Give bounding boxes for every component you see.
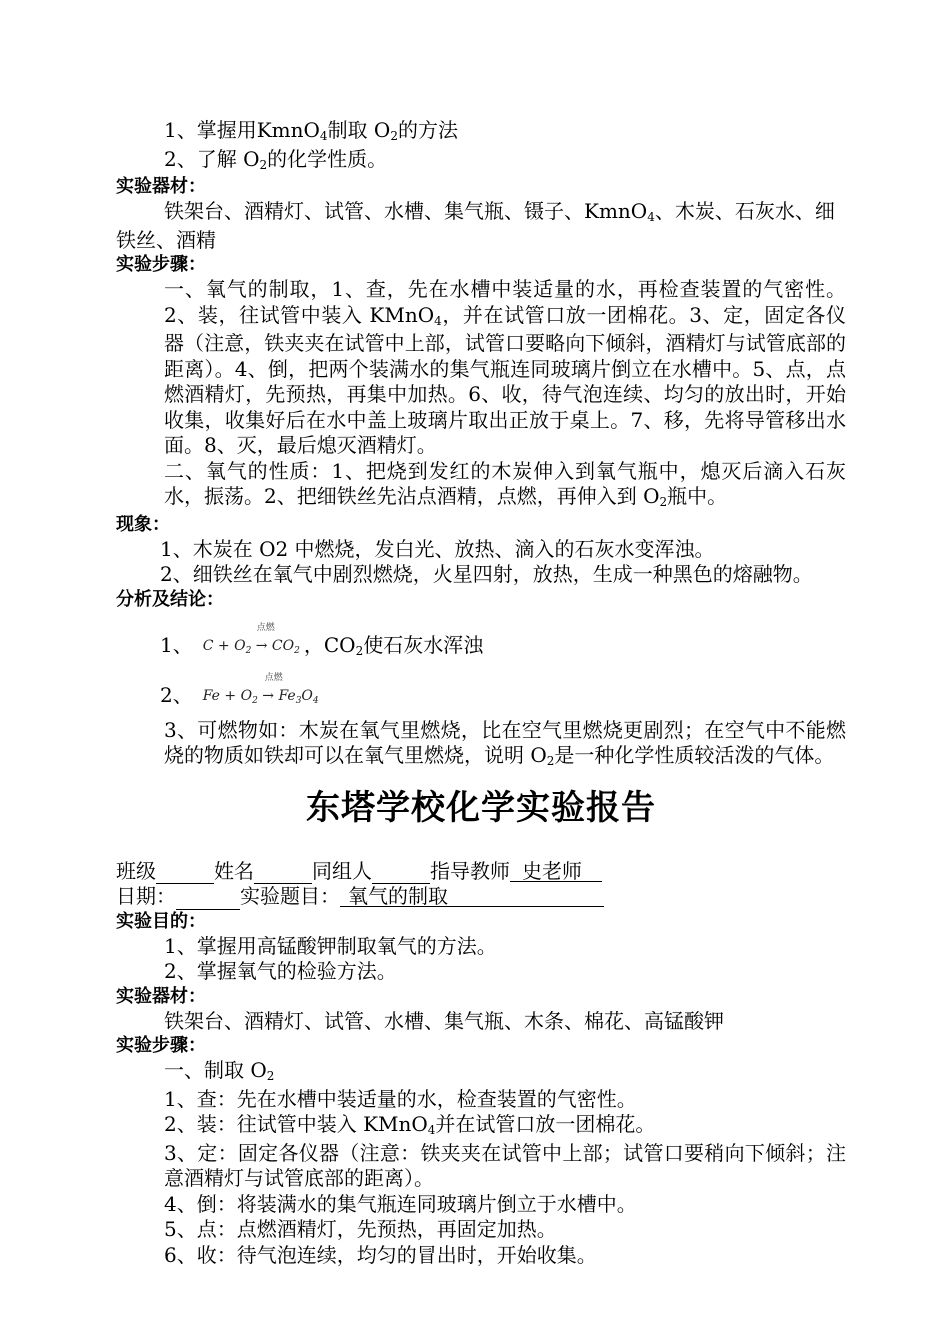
text: 一、氧气的制取，1、查，先在水槽中装适量的水，再检查装置的气密性。2、装，往试管中装入 KMnO <box>164 277 846 327</box>
report-equipment: 铁架台、酒精灯、试管、水槽、集气瓶、木条、棉花、高锰酸钾 <box>164 1008 724 1033</box>
subscript: 2 <box>546 754 555 768</box>
report-info-line-2 <box>116 884 846 910</box>
report-steps-heading: 实验步骤： <box>116 1035 206 1056</box>
subscript: 2 <box>659 495 668 509</box>
date-label: 日期： <box>116 884 176 908</box>
name-blank <box>254 863 312 884</box>
reaction-condition: 点燃 <box>264 672 283 683</box>
equation-1-note <box>300 629 483 662</box>
topic-label: 实验题目： <box>240 884 340 908</box>
aim-line-2 <box>116 147 846 176</box>
text: 3、可燃物如：木炭在氧气里燃烧，比在空气里燃烧更剧烈；在空气中不能燃烧的物质如铁却可以在氧气里燃烧，说明 O <box>164 717 846 767</box>
subscript: 4 <box>319 129 328 143</box>
subscript: 4 <box>434 313 442 328</box>
phenomenon-1: 1、木炭在 O2 中燃烧，发白光、放热、滴入的石灰水变浑浊。 <box>160 536 715 561</box>
formula-carbon-oxygen: 点燃 $C + O_2 \to CO_2$ <box>193 638 300 662</box>
report-step-2 <box>116 1112 846 1141</box>
topic-value: 氧气的制取 <box>340 886 604 907</box>
report-title: 东塔学校化学实验报告 <box>306 787 656 828</box>
text: 的化学性质。 <box>267 146 388 171</box>
equipment-heading: 实验器材： <box>116 176 206 197</box>
teacher-value: 史老师 <box>510 861 602 882</box>
class-label: 班级 <box>116 858 156 883</box>
document-page <box>116 118 846 1268</box>
text: 、木炭、石灰水、细 <box>654 199 835 223</box>
text: ，并在试管口放一团棉花。3、定，固定各仪器（注意，铁夹夹在试管中上部，试管口要略向下倾斜，酒精灯与试管底部的距离）。4、倒，把两个装满水的集气瓶连同玻璃片倒立在水槽中。5、点，点燃酒精灯，先预热，再集中加热。6、收，待气泡连续、均匀的放出时，开始收集，收集好后在水中盖上玻璃片取出正放于桌上。7、移，先将导管移出水面。8、灭，最后熄灭酒精灯。 <box>164 302 847 457</box>
group-label: 同组人 <box>312 858 372 883</box>
teacher-label: 指导教师 <box>430 858 510 883</box>
subscript: 2 <box>390 129 398 143</box>
phenomena-heading: 现象： <box>116 513 170 535</box>
text: 2、了解 O <box>164 146 260 171</box>
subscript: 4 <box>647 210 655 224</box>
steps-paragraph <box>116 277 846 459</box>
properties-paragraph <box>116 459 846 513</box>
text: 1、掌握用 <box>164 118 257 142</box>
report-step-0 <box>116 1058 846 1087</box>
reaction-condition: 点燃 <box>256 622 275 633</box>
text: 是一种化学性质较活泼的气体。 <box>554 743 835 767</box>
conclusion-heading: 分析及结论： <box>116 588 224 610</box>
name-label: 姓名 <box>214 858 254 883</box>
text: 一、制取 O <box>164 1058 267 1082</box>
subscript: 4 <box>427 1123 436 1137</box>
subscript: 2 <box>259 157 268 172</box>
text: 1、 <box>160 632 193 657</box>
subscript: 2 <box>355 643 364 658</box>
text: 二、氧气的性质：1、把烧到发红的木炭伸入到氧气瓶中，熄灭后滴入石灰水，振荡。2、把细铁丝先沾点酒精，点燃，再伸入到 O <box>164 458 846 508</box>
text: 2、装：往试管中装入 KMnO <box>164 1112 428 1136</box>
group-blank <box>372 863 430 884</box>
report-aim-2: 2、掌握氧气的检验方法。 <box>164 959 397 983</box>
phenomenon-2: 2、细铁丝在氧气中剧烈燃烧，火星四射，放热，生成一种黑色的熔融物。 <box>160 562 813 586</box>
equation-2 <box>116 662 846 712</box>
subscript: 2 <box>266 1069 275 1083</box>
equipment-line <box>116 199 846 228</box>
report-step-3: 3、定：固定各仪器（注意：铁夹夹在试管中上部；试管口要稍向下倾斜；注意酒精灯与试管底部的距离）。 <box>164 1140 846 1190</box>
text: 铁架台、酒精灯、试管、水槽、集气瓶、镊子、KmnO <box>164 199 648 223</box>
text: 的方法 <box>397 118 458 142</box>
equipment-line-cont: 铁丝、酒精 <box>116 227 216 252</box>
text: 使石灰水浑浊 <box>363 632 484 657</box>
report-step-5: 5、点：点燃酒精灯，先预热，再固定加热。 <box>164 1217 557 1241</box>
text: ，CO <box>303 632 356 657</box>
report-step-1: 1、查：先在水槽中装适量的水，检查装置的气密性。 <box>164 1086 637 1111</box>
date-blank <box>176 889 240 910</box>
text: KmnO <box>256 118 320 142</box>
formula-iron-oxygen: 点燃 $Fe + O_2 \to Fe_3O_4$ <box>193 688 319 712</box>
equation-1 <box>116 612 846 662</box>
text: 瓶中。 <box>667 484 728 508</box>
report-aim-heading: 实验目的： <box>116 910 206 932</box>
conclusion-3 <box>116 718 846 772</box>
report-step-6: 6、收：待气泡连续，均匀的冒出时，开始收集。 <box>164 1242 597 1267</box>
report-aim-1: 1、掌握用高锰酸钾制取氧气的方法。 <box>164 933 497 958</box>
text: 2、 <box>160 682 193 707</box>
steps-heading: 实验步骤： <box>116 254 206 275</box>
report-equipment-heading: 实验器材： <box>116 985 206 1007</box>
class-blank <box>156 863 214 884</box>
report-step-4: 4、倒：将装满水的集气瓶连同玻璃片倒立于水槽中。 <box>164 1191 637 1216</box>
text: 并在试管口放一团棉花。 <box>435 1112 656 1136</box>
report-info-line-1 <box>116 859 846 885</box>
text: 制取 O <box>327 118 391 142</box>
aim-line-1 <box>116 118 846 147</box>
